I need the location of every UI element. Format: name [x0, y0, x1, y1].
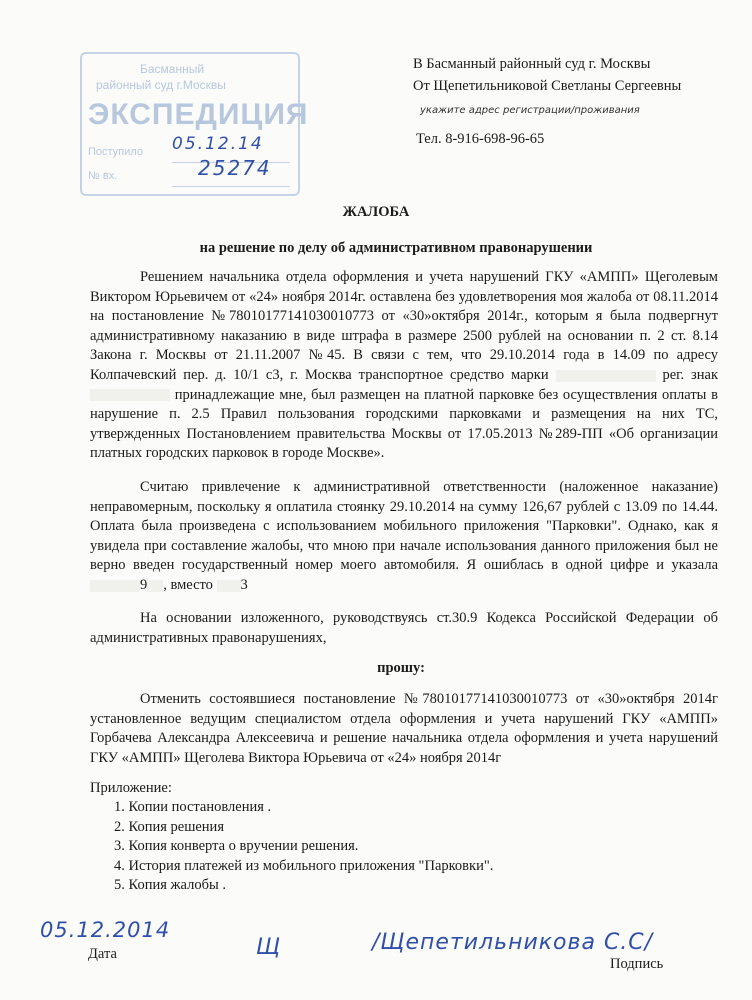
paragraph-3: [90, 609, 718, 648]
sender-phone: Тел. 8-916-698-96-65: [416, 131, 545, 147]
date-label: Дата: [88, 946, 117, 962]
stamp-date-handwritten: 05.12.14: [172, 134, 264, 154]
signature-date-handwritten: 05.12.2014: [40, 918, 171, 942]
paragraph-3-text: На основании изложенного, руководствуясь ст.30.9 Кодекса Российской Федерации об административных правонарушениях,: [90, 610, 718, 646]
redacted-plate-entered: [90, 580, 140, 592]
address-hint: укажите адрес регистрации/проживания: [420, 105, 640, 116]
stamp-label-received: Поступило: [88, 146, 143, 158]
paragraph-1-part-b: рег. знак: [662, 366, 719, 383]
sender-name: От Щепетильниковой Светланы Сергеевны: [413, 78, 682, 94]
plate-digit-correct: 3: [240, 576, 248, 593]
stamp-label-number: № вх.: [88, 170, 118, 182]
list-item: 1. Копии постановления .: [114, 799, 272, 815]
stamp-underline: [172, 186, 290, 187]
paragraph-2-instead: , вместо: [163, 576, 213, 593]
document-subtitle: на решение по делу об административном правонарушении: [199, 240, 593, 256]
paragraph-4: [90, 690, 718, 768]
paragraph-1: [90, 268, 718, 464]
court-address: В Басманный районный суд г. Москвы: [413, 56, 651, 72]
paragraph-1-part-c: принадлежащие мне, был размещен на платной парковке без осуществления оплаты в нарушение п. 2.5 Правил пользования городскими парковками и размещения на них ТС, утвержденных Постановлением правительства Москвы от 17.05.2013 №289-ПП «Об организации платных городских парковок в городе Москве».: [90, 386, 718, 462]
request-title: прошу:: [377, 660, 425, 676]
attachments-list: [114, 798, 493, 896]
stamp-number-handwritten: 25274: [198, 156, 272, 180]
plate-digit-entered: 9: [140, 576, 148, 593]
list-item: 3. Копия конверта о вручении решения.: [114, 838, 359, 855]
stamp-line-1: Басманный: [140, 62, 205, 76]
stamp-line-3: ЭКСПЕДИЦИЯ: [88, 98, 309, 131]
list-item: 2. Копия решения: [114, 818, 224, 835]
paragraph-2: [90, 478, 718, 596]
paragraph-2-part-a: Считаю привлечение к административной ответственности (наложенное наказание) неправомерным, поскольку я оплатила стоянку 29.10.2014 на сумму 126,67 рублей с 13.09 по 14.44. Оплата была произведена с использованием мобильного приложения "Парковки". Однако, как я увидела при составление жалобы, что мною при начале использования данного приложения был не верно введен государственный номер моего автомобиля. Я ошиблась в одной цифре и указала: [90, 479, 718, 574]
redacted-plate: [90, 389, 170, 401]
signature-label: Подпись: [610, 956, 664, 972]
signature-name-handwritten: /Щепетильникова С.С/: [372, 930, 654, 955]
stamp-line-2: районный суд г.Москвы: [96, 78, 226, 92]
document-title: ЖАЛОБА: [342, 204, 410, 220]
paragraph-1-part-a: Решением начальника отдела оформления и учета нарушений ГКУ «АМПП» Щеголевым Виктором Юрьевичем от «24» ноября 2014г. оставлена без удовлетворения моя жалоба от 08.11.2014 на постановление №78010177141030010773 от «30»октября 2014г., которым я была подвергнут административному наказанию в виде штрафа в размере 2500 рублей на основании п. 2 ст. 8.14 Закона г. Москвы от 21.11.2007 №45. В связи с тем, что 29.10.2014 года в 14.09 по адресу Колпачевский пер. д. 10/1 с3, г. Москва транспортное средство марки: [90, 269, 718, 383]
list-item: 4. История платежей из мобильного приложения "Парковки".: [114, 857, 494, 874]
list-item: 5. Копия жалобы .: [114, 877, 226, 894]
signature-mark: Щ: [256, 935, 281, 960]
redacted-car-model: [556, 370, 656, 382]
attachments-heading: Приложение:: [90, 780, 172, 796]
redacted-plate-entered-end: [147, 580, 163, 592]
redacted-plate-correct: [217, 580, 241, 592]
paragraph-4-text: Отменить состоявшиеся постановление №78010177141030010773 от «30»октября 2014г установленное ведущим специалистом отдела оформления и учета нарушений ГКУ «АМПП» Горбачева Александра Алексеевича и решение начальника отдела оформления и учета нарушений ГКУ «АМПП» Щеголева Виктора Юрьевича от «24» ноября 2014г: [90, 691, 718, 766]
